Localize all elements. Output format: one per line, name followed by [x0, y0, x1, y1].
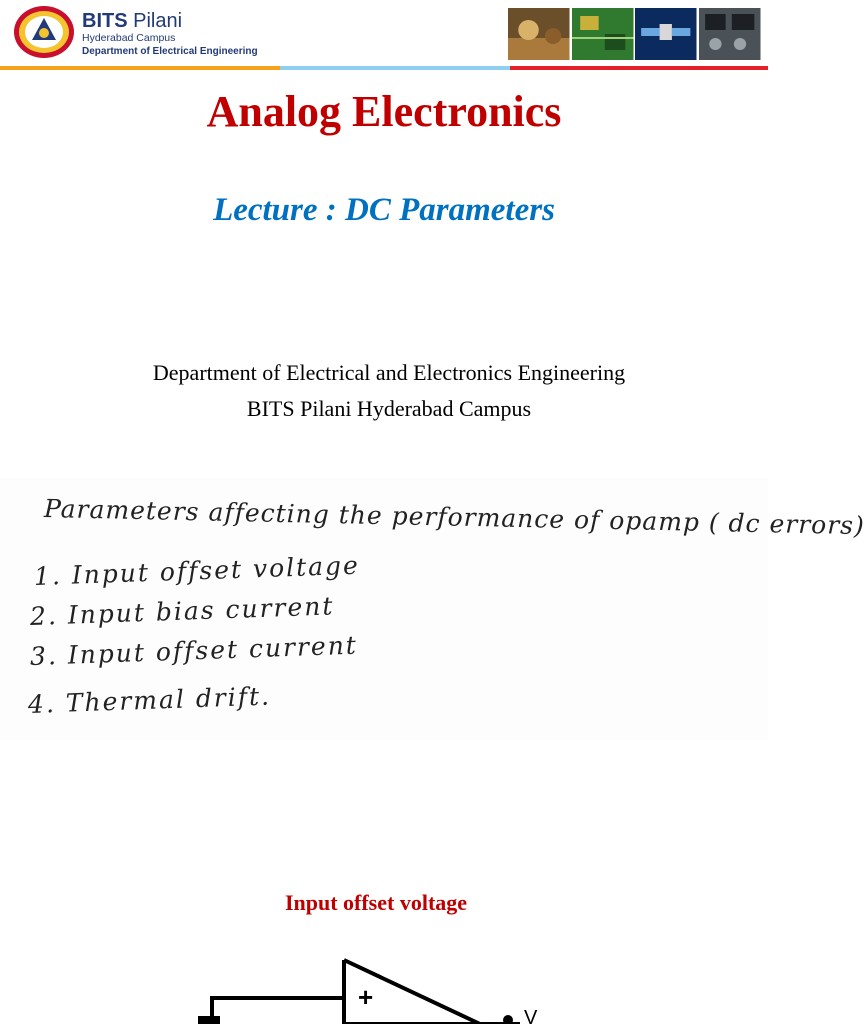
brand-name-bold: BITS [82, 10, 128, 32]
campus-line: BITS Pilani Hyderabad Campus [246, 396, 532, 421]
department-line: Department of Electrical and Electronics Engineering [152, 360, 626, 385]
brand-department: Department of Electrical Engineering [82, 46, 258, 57]
slide-header [0, 0, 768, 72]
header-bar-red [510, 66, 768, 70]
header-bar-orange [0, 66, 280, 70]
header-photo-strip [508, 8, 760, 60]
notes-item: 4. Thermal drift. [27, 681, 272, 719]
input-wire [212, 998, 344, 1024]
brand-block [82, 10, 258, 58]
photo-circuit-board [572, 8, 634, 60]
brand-campus: Hyderabad Campus [82, 32, 176, 44]
slide-subtitle: Lecture : DC Parameters [213, 192, 555, 228]
output-node [503, 1015, 513, 1024]
photo-satellite [635, 8, 697, 60]
photo-control-panel [699, 8, 761, 60]
plus-sign: + [358, 982, 374, 1012]
photo-engine [508, 8, 570, 60]
output-label: V [524, 1007, 538, 1024]
notes-heading: Parameters affecting the performance of opamp ( dc errors) [43, 494, 865, 541]
bits-seal-logo [12, 4, 76, 60]
notes-item: 1. Input offset voltage [33, 550, 361, 591]
opamp-circuit-diagram [140, 940, 630, 1024]
slide-title: Analog Electronics [206, 87, 562, 136]
input-terminal [198, 1016, 220, 1024]
section-title: Input offset voltage [284, 890, 468, 915]
handwritten-notes [0, 478, 865, 740]
brand-name [82, 10, 258, 32]
notes-item: 2. Input bias current [29, 591, 335, 631]
notes-item: 3. Input offset current [29, 630, 359, 671]
header-bar-blue [280, 66, 510, 70]
brand-name-light: Pilani [133, 10, 183, 32]
